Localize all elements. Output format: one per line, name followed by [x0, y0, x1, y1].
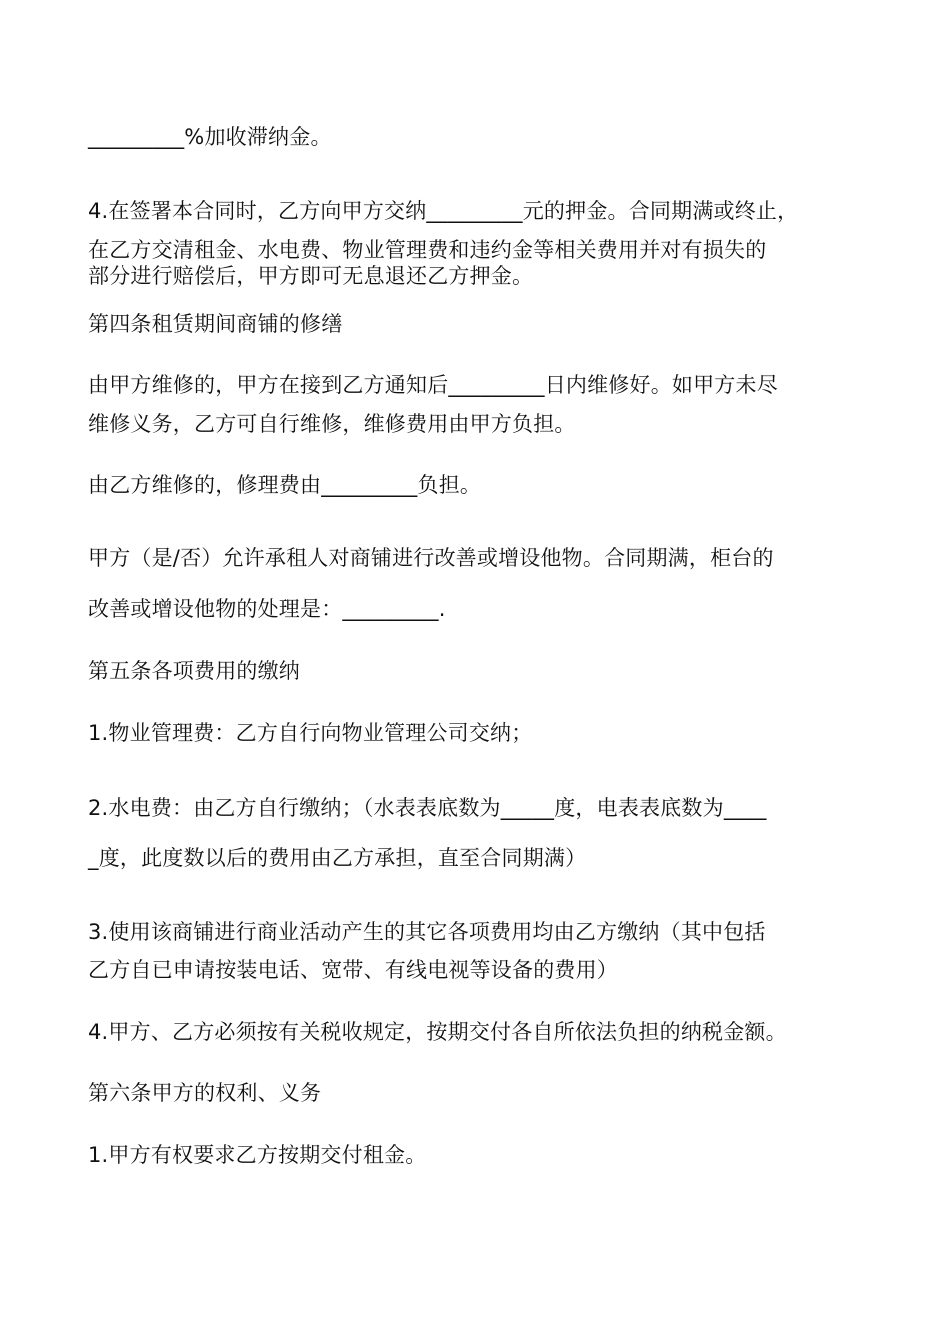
text-line-property-fee: 1.物业管理费：乙方自行向物业管理公司交纳；	[88, 721, 533, 745]
text-line-deposit-1: 4.在签署本合同时，乙方向甲方交纳_________元的押金。合同期满或终止，	[88, 199, 799, 223]
text-line-repair-tenant: 由乙方维修的，修理费由_________负担。	[88, 473, 482, 497]
text-line-late-fee: _________%加收滞纳金。	[88, 125, 332, 149]
section-heading-article-6: 第六条甲方的权利、义务	[88, 1081, 322, 1105]
section-heading-article-4: 第四条租赁期间商铺的修缮	[88, 312, 343, 336]
text-line-utilities-2: _度，此度数以后的费用由乙方承担，直至合同期满）	[88, 846, 587, 870]
text-line-other-fees-2: 乙方自已申请按装电话、宽带、有线电视等设备的费用）	[88, 958, 618, 982]
text-line-other-fees-1: 3.使用该商铺进行商业活动产生的其它各项费用均由乙方缴纳（其中包括	[88, 920, 766, 944]
text-line-utilities-1: 2.水电费：由乙方自行缴纳；（水表表底数为_____度，电表表底数为____	[88, 796, 767, 820]
text-line-improvement-2: 改善或增设他物的处理是：_________.	[88, 597, 446, 621]
section-heading-article-5: 第五条各项费用的缴纳	[88, 659, 300, 683]
text-line-deposit-3: 部分进行赔偿后，甲方即可无息退还乙方押金。	[88, 264, 534, 288]
text-line-repair-landlord-2: 维修义务，乙方可自行维修，维修费用由甲方负担。	[88, 412, 576, 436]
text-line-tax: 4.甲方、乙方必须按有关税收规定，按期交付各自所依法负担的纳税金额。	[88, 1020, 787, 1044]
text-line-improvement-1: 甲方（是/否）允许承租人对商铺进行改善或增设他物。合同期满，柜台的	[88, 546, 774, 570]
text-line-deposit-2: 在乙方交清租金、水电费、物业管理费和违约金等相关费用并对有损失的	[88, 238, 767, 262]
text-line-landlord-rights: 1.甲方有权要求乙方按期交付租金。	[88, 1143, 427, 1167]
text-line-repair-landlord-1: 由甲方维修的，甲方在接到乙方通知后_________日内维修好。如甲方未尽	[88, 373, 778, 397]
